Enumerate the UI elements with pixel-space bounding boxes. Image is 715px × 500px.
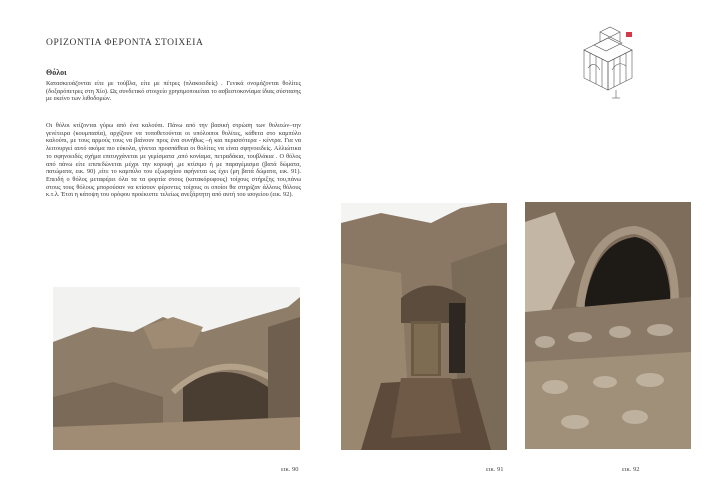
paragraph-1-text: Κατασκευάζονται είτε με τούβλα, είτε με πέτρες (πλακοειδείς) . Γενικά ονομάζονται θολίτες (δοξαρόπετρες στη Χίο). Ως συνδετικό στοιχείο χρησιμοποιείται το ασβεστοκονίαμα ίδιας σύστασης με εκείνο των λιθοδομών. [46, 80, 301, 103]
paragraph-2 [46, 122, 301, 199]
figure-92-photo [525, 202, 691, 449]
axonometric-house-drawing [570, 20, 646, 102]
figure-91-caption: εικ. 91 [486, 466, 504, 473]
section-title: Θόλοι [46, 68, 67, 77]
figure-90-caption: εικ. 90 [281, 466, 299, 473]
page-heading: ΟΡΙΖΟΝΤΙΑ ΦΕΡΟΝΤΑ ΣΤΟΙΧΕΙΑ [46, 38, 204, 48]
figure-91-photo [341, 203, 507, 450]
paragraph-2-text: Οι θόλοι κτίζονται γύρω από ένα καλούπι. Πάνω από την βασική στρώση των θολιτών–την γενέτειρα (κουμπασία), αρχίζουν να τοποθετούνται οι υπόλοιποι θολίτες, κάθετα στο καμπύλο καλούπι, με τους αρμούς τους να βαίνουν προς ένα συνήθως –ή και περισσότερα - κέντρα. Για να λειτουργεί αυτό ακόμα πιο εύκολα, γίνεται προσπάθεια οι θολίτες να είναι σφηνοειδείς. Αλλιώτικα το σφηνοειδές σχήμα επιτυγχάνεται με γεμίσματα ,από κονίαμα, πετραδάκια, τουβλάκια . Ο θόλος από πάνω είτε επιπεδώνεται μέχρι την κορυφή ,με κτίσιμο ή με παραγέμισμα (βατά δώματα, πατώματα, εικ. 90) ,είτε το καμπύλο του εξωραχίου αφήνεται ως έχει (μη βατά δώματα, εικ. 91). Επειδή ο θόλος μεταφέρει όλα τα τα φορτία στους (κατακόρυφους) τοίχους στήριξης του,πάνω στους τους θόλους μπορούσαν να κτίσουν φέροντες τοίχους οι οποίοι θα στηρίζαν άλλους θόλους κ.τ.λ. Έτσι η κάτοψη του ορόφου προέκυπτε τελείως ανεξάρτητη από αυτή του ισογείου (εικ. 92). [46, 122, 301, 199]
figure-92-caption: εικ. 92 [622, 466, 640, 473]
paragraph-1 [46, 80, 301, 103]
figure-90-photo [53, 287, 300, 450]
